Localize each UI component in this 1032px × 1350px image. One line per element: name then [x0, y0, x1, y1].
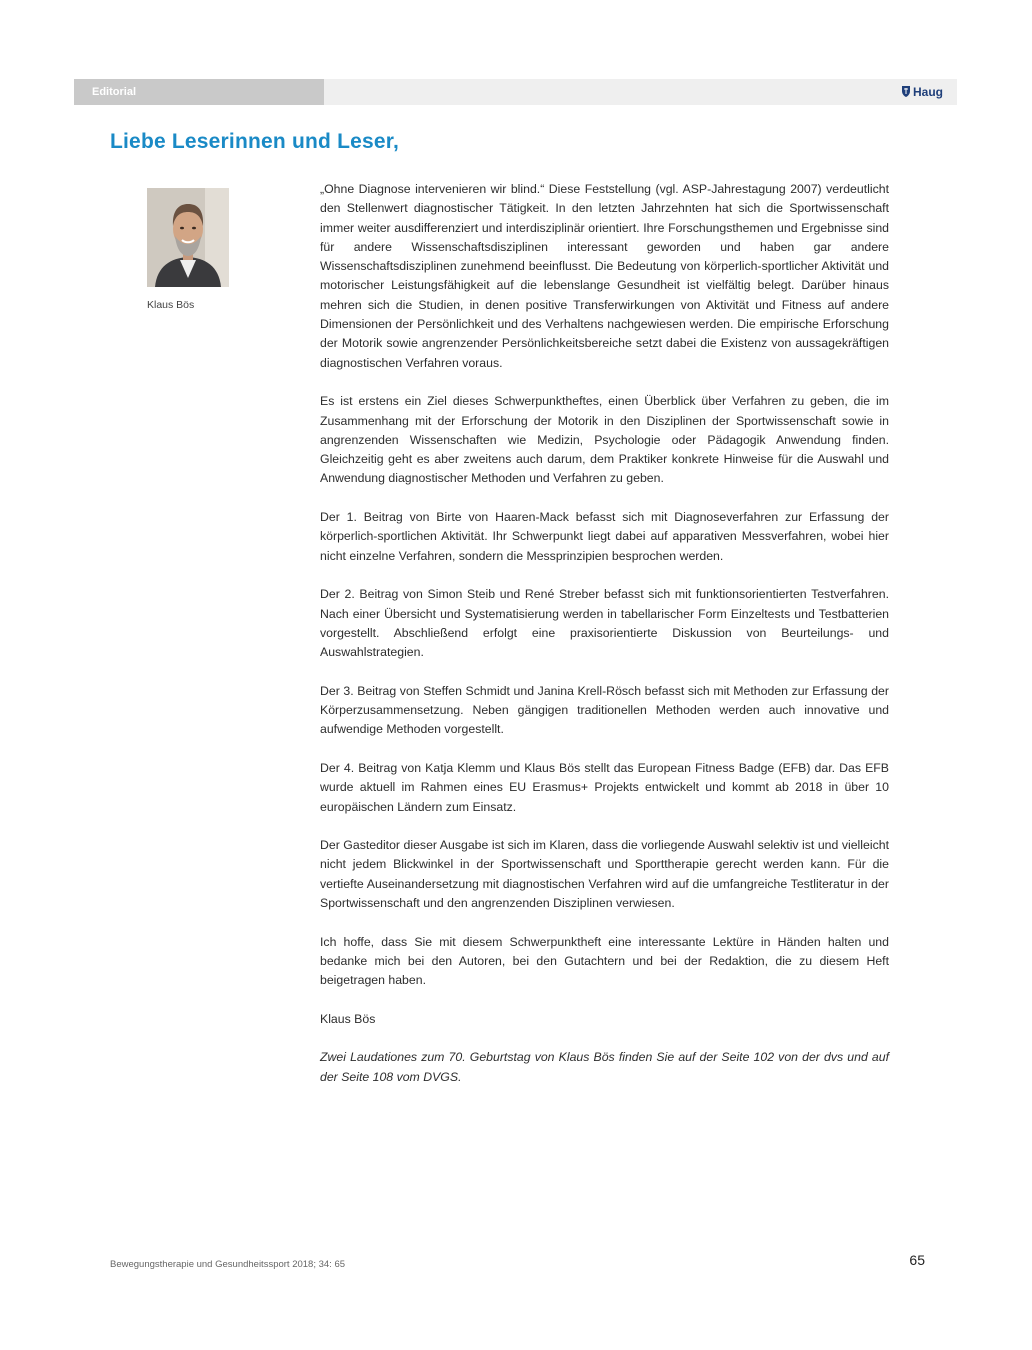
publisher-logo: [901, 79, 943, 105]
article-title: Liebe Leserinnen und Leser,: [110, 130, 399, 153]
publisher-name: Haug: [913, 85, 943, 99]
page-number: 65: [909, 1252, 925, 1268]
paragraph: Der 2. Beitrag von Simon Steib und René Streber befasst sich mit funktionsorientierten Testverfahren. Nach einer Übersicht und Systematisierung werden in tabellarischer Form Einzeltests und Testbatterien vorgestellt. Abschließend erfolgt eine praxisorientierte Diskussion von Beurteilungs- und Auswahlstrategien.: [320, 587, 889, 660]
article-body: [320, 180, 889, 1106]
author-photo: [147, 188, 229, 287]
section-label: Editorial: [74, 79, 324, 105]
header-bar: [74, 79, 957, 105]
paragraph: Der 4. Beitrag von Katja Klemm und Klaus Bös stellt das European Fitness Badge (EFB) dar. Das EFB wurde aktuell im Rahmen eines EU Erasmus+ Projekts entwickelt und kommt ab 2018 in über 10 europäischen Ländern zum Einsatz.: [320, 760, 889, 814]
shield-icon: [901, 85, 911, 98]
birthday-note: Zwei Laudationes zum 70. Geburtstag von Klaus Bös finden Sie auf der Seite 102 von der dvs und auf der Seite 108 vom DVGS.: [320, 1050, 889, 1084]
paragraph: Der 1. Beitrag von Birte von Haaren-Mack befasst sich mit Diagnoseverfahren zur Erfassung der körperlich-sportlichen Aktivität. Ihr Schwerpunkt liegt dabei auf apparativen Messverfahren, wobei hier nicht einzelne Verfahren, sondern die Messprinzipien besprochen werden.: [320, 510, 889, 563]
paragraph: Der 3. Beitrag von Steffen Schmidt und Janina Krell-Rösch befasst sich mit Methoden zur Erfassung der Körperzusammensetzung. Neben gängigen traditionellen Methoden werden auch innovative und aufwendige Methoden vorgestellt.: [320, 683, 889, 737]
paragraph: „Ohne Diagnose intervenieren wir blind.“ Diese Feststellung (vgl. ASP-Jahrestagung 2007) verdeutlicht den Stellenwert diagnostischer Tätigkeit. In den letzten Jahrzehnten hat sich die Sportwissenschaft immer weiter ausdifferenziert und interdisziplinär orientiert. Ihre Forschungsthemen und Ergebnisse sind für andere Wissenschaftsdisziplinen interessant geworden und haben gar andere Wissenschaftsdisziplinen zunehmend beeinflusst. Die Bedeutung von körperlich-sportlicher Aktivität und motorischer Leistungsfähigkeit auf die lebenslange Gesundheit ist vielfältig belegt. Darüber hinaus mehren sich die Studien, in denen positive Transferwirkungen von Aktivität und Fitness auf andere Dimensionen der Persönlichkeit und des Verhaltens nachgewiesen werden. Die empirische Erforschung der Motorik sowie angrenzender Persönlichkeitsbereiche setzt dabei die Existenz von aussagekräftigen diagnostischen Verfahren voraus.: [320, 182, 889, 370]
journal-citation: Bewegungstherapie und Gesundheitssport 2018; 34: 65: [110, 1259, 346, 1270]
photo-caption: Klaus Bös: [147, 299, 195, 311]
paragraph: Es ist erstens ein Ziel dieses Schwerpunktheftes, einen Überblick über Verfahren zu geben, die im Zusammenhang mit der Erforschung der Motorik in den Disziplinen der Sportwissenschaft sowie in angrenzenden Wissenschaften wie Medizin, Psychologie oder Pädagogik Anwendung finden. Gleichzeitig geht es aber zweitens auch darum, dem Praktiker konkrete Hinweise für die Auswahl und Anwendung diagnostischer Methoden und Verfahren zu geben.: [320, 394, 889, 486]
paragraph: Ich hoffe, dass Sie mit diesem Schwerpunktheft eine interessante Lektüre in Händen halten und bedanke mich bei den Autoren, bei den Gutachtern und bei der Redaktion, die zu diesem Heft beigetragen haben.: [320, 934, 889, 988]
signature: Klaus Bös: [320, 1011, 376, 1026]
paragraph: Der Gasteditor dieser Ausgabe ist sich im Klaren, dass die vorliegende Auswahl selektiv ist und vielleicht nicht jedem Blickwinkel in der Sportwissenschaft und Sporttherapie gerecht werden kann. Für die vertiefte Auseinandersetzung mit diagnostischen Verfahren wird auf die umfangreiche Testliteratur in der Sportwissenschaft und den angrenzenden Disziplinen verwiesen.: [320, 838, 889, 910]
